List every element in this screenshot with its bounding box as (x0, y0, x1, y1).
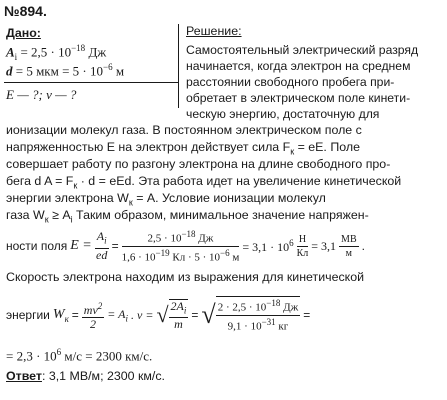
problem-number: №894. (4, 3, 47, 19)
vertical-divider (178, 24, 179, 108)
find-line: E — ?; v — ? (6, 87, 77, 102)
answer-line: Ответ: 3,1 МВ/м; 2300 км/с. (6, 369, 165, 383)
result-line: = $2,3 \cdot 10^6$ м/с = 2300 км/с. (6, 347, 153, 364)
solution-line-2: напряженностью E на электрон действует сила $F_к$ = eE. Поле (6, 140, 360, 157)
given-distance: d = 5 мкм = $5 \cdot 10^{-6}$ м (6, 62, 125, 79)
speed-line: Скорость электрона находим из выражения для кинетической (6, 270, 365, 284)
solution-line-6: газа $W_к \ge A_i$ Таким образом, минимальное значение напряжен- (6, 208, 369, 225)
solution-title: Решение: (186, 24, 242, 38)
given-divider (4, 82, 178, 83)
solution-side-text: Самостоятельный электрический разряд начинается, когда электрон на среднем расстоянии свободного пробега при- обретает в электрическом поле кинети- ческую энергию, достаточную для (186, 43, 419, 121)
solution-line-3: совершает работу по разгону электрона на длине свободного про- (6, 157, 391, 171)
given-energy: $A_i = 2,5 \cdot 10^{-18}$ Дж (6, 43, 107, 62)
field-formula: ности поля E = $\frac{A_i}{ed}$ = $\frac{2,5 \cdot 10^{-18} Дж}{1,6 \cdot 10^{-19} Кл \cdot 5 \cdot 10^{-6} м}$ = $3,1 \cdot 10^6$ $\frac{Н}{Кл}$ = 3,1 $\frac{МВ}{м}$ . (6, 228, 365, 264)
solution-line-1: ионизации молекул газа. В постоянном электрическом поле с (6, 123, 362, 137)
energy-formula: энергии $W_к$ = $\frac{mv^2}{2}$ = $A_i$ . v = √ $\frac{2A_i}{m}$ = √ $\frac{2 \cdot 2,5 \cdot 10^{-18} Дж}{9,1 \cdot 10^{-31} кг}$ = (6, 298, 311, 333)
solution-line-5: энергии электрона $W_к = A$. Условие ионизации молекул (6, 191, 326, 208)
sqrt-sign-2: √ (201, 300, 216, 329)
given-title: Дано: (6, 26, 41, 40)
solution-line-4: бега d $A = F_к \cdot d$ = eEd. Эта работа идет на увеличение кинетической (6, 174, 402, 191)
sqrt-sign-1: √ (156, 302, 169, 327)
